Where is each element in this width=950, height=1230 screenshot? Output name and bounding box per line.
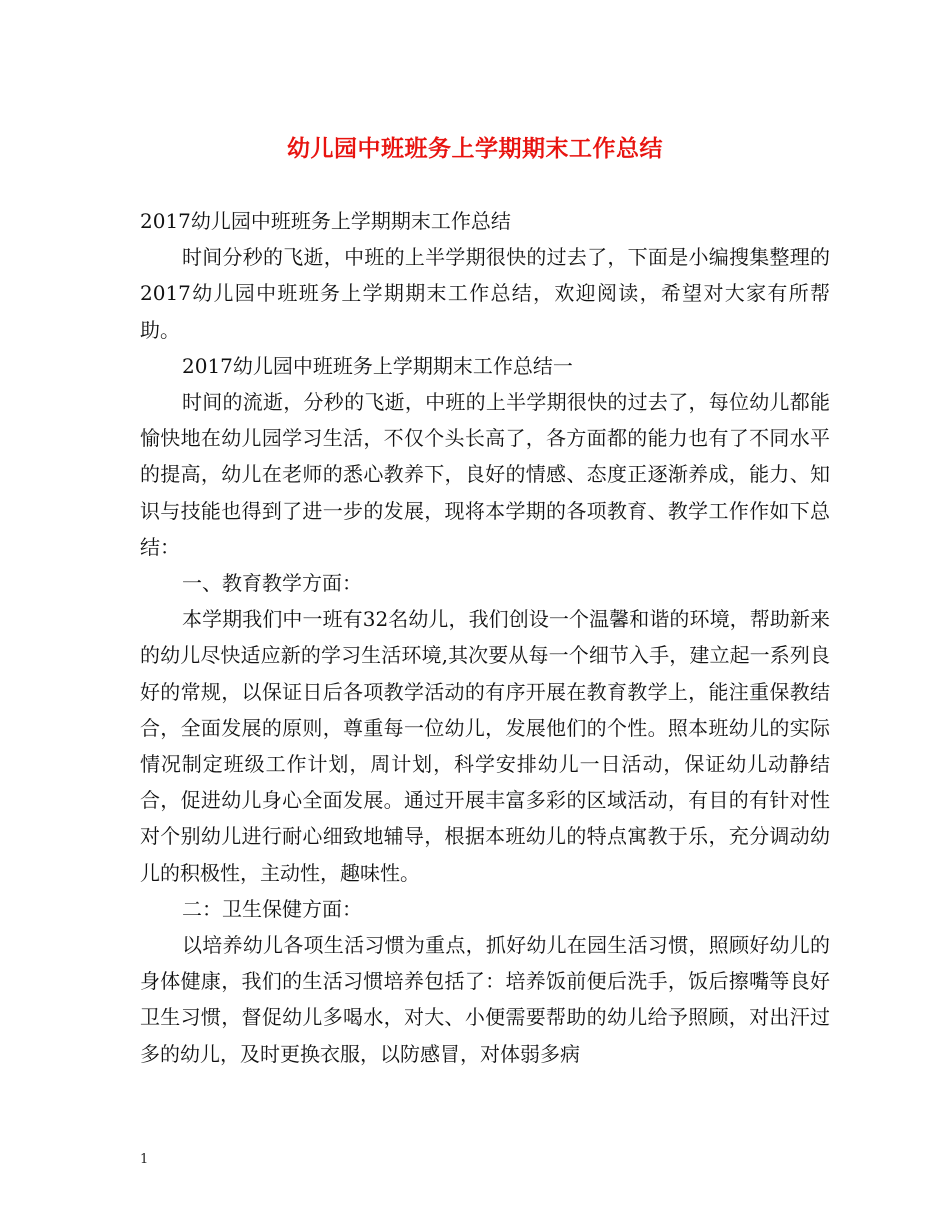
- document-body: [140, 203, 830, 1072]
- page-number: 1: [140, 1152, 149, 1167]
- section-heading: 一、教育教学方面：: [182, 571, 362, 596]
- body-paragraph: 本学期我们中一班有32名幼儿，我们创设一个温馨和谐的环境，帮助新来的幼儿尽快适应新的学习生活环境,其次要从每一个细节入手，建立起一系列良好的常规，以保证日后各项教学活动的有序开展在教育教学上，能注重保教结合，全面发展的原则，尊重每一位幼儿，发展他们的个性。照本班幼儿的实际情况制定班级工作计划，周计划，科学安排幼儿一日活动，保证幼儿动静结合，促进幼儿身心全面发展。通过开展丰富多彩的区域活动，有目的有针对性对个别幼儿进行耐心细致地辅导，根据本班幼儿的特点寓教于乐，充分调动幼儿的积极性，主动性，趣味性。: [140, 607, 830, 885]
- subtitle-paragraph: 2017幼儿园中班班务上学期期末工作总结: [140, 209, 511, 233]
- body-paragraph: 时间的流逝，分秒的飞逝，中班的上半学期很快的过去了，每位幼儿都能愉快地在幼儿园学习生活，不仅个头长高了，各方面都的能力也有了不同水平的提高，幼儿在老师的悉心教养下，良好的情感、态度正逐渐养成，能力、知识与技能也得到了进一步的发展，现将本学期的各项教育、教学工作作如下总结：: [140, 390, 830, 559]
- intro-paragraph: 时间分秒的飞逝，中班的上半学期很快的过去了，下面是小编搜集整理的2017幼儿园中班班务上学期期末工作总结，欢迎阅读，希望对大家有所帮助。: [140, 245, 830, 342]
- section-heading: 2017幼儿园中班班务上学期期末工作总结一: [182, 353, 573, 378]
- body-paragraph: 以培养幼儿各项生活习惯为重点，抓好幼儿在园生活习惯，照顾好幼儿的身体健康，我们的生活习惯培养包括了：培养饭前便后洗手，饭后擦嘴等良好卫生习惯，督促幼儿多喝水，对大、小便需要帮助的幼儿给予照顾，对出汗过多的幼儿，及时更换衣服，以防感冒，对体弱多病: [140, 933, 830, 1066]
- section-heading: 二：卫生保健方面：: [182, 896, 362, 921]
- document-title: 幼儿园中班班务上学期期末工作总结: [287, 135, 663, 162]
